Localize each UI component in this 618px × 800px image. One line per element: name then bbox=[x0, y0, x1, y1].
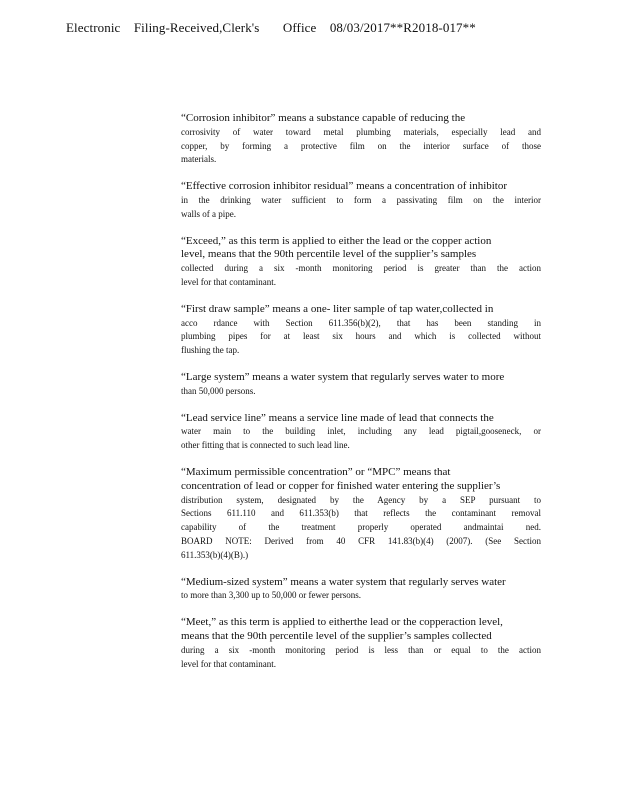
text-line: flushing the tap. bbox=[181, 345, 240, 356]
text-line: plumbing pipes for at least six hours and which is collected without bbox=[181, 331, 541, 342]
text-line: concentration of lead or copper for finished water entering the supplier’s bbox=[181, 479, 501, 492]
text-line: materials. bbox=[181, 154, 217, 165]
text-line: “Large system” means a water system that regularly serves water to more bbox=[181, 370, 505, 383]
definition-paragraph bbox=[181, 466, 541, 563]
text-line: water main to the building inlet, including any lead pigtail,gooseneck, or bbox=[181, 426, 541, 437]
text-line: level for that contaminant. bbox=[181, 276, 276, 287]
definition-paragraph bbox=[181, 412, 541, 453]
text-line: collected during a six -month monitoring period is greater than the action bbox=[181, 263, 541, 274]
text-line: 611.353(b)(4)(B).) bbox=[181, 549, 249, 560]
text-line: level, means that the 90th percentile level of the supplier’s samples bbox=[181, 248, 477, 261]
definition-paragraph bbox=[181, 235, 541, 290]
filing-header: Electronic Filing-Received,Clerk's Office 08/03/2017**R2018-017** bbox=[66, 20, 476, 35]
definition-paragraph bbox=[181, 371, 541, 399]
text-line: “Lead service line” means a service line made of lead that connects the bbox=[181, 411, 494, 424]
text-line: “Effective corrosion inhibitor residual” means a concentration of inhibitor bbox=[181, 180, 508, 193]
text-line: “First draw sample” means a one- liter sample of tap water,collected in bbox=[181, 302, 494, 315]
text-line: in the drinking water sufficient to form a passivating film on the interior bbox=[181, 194, 541, 205]
text-line: other fitting that is connected to such lead line. bbox=[181, 440, 350, 451]
definition-paragraph bbox=[181, 303, 541, 358]
text-line: means that the 90th percentile level of the supplier’s samples collected bbox=[181, 629, 492, 642]
text-line: “Corrosion inhibitor” means a substance capable of reducing the bbox=[181, 112, 466, 124]
text-line: distribution system, designated by the Agency by a SEP pursuant to bbox=[181, 494, 541, 505]
text-line: acco rdance with Section 611.356(b)(2), that has been standing in bbox=[181, 317, 541, 328]
text-line: “Maximum permissible concentration” or “MPC” means that bbox=[181, 465, 451, 478]
text-line: “Medium-sized system” means a water system that regularly serves water bbox=[181, 575, 506, 588]
text-line: Sections 611.110 and 611.353(b) that reflects the contaminant removal bbox=[181, 508, 541, 519]
text-line: “Meet,” as this term is applied to eitherthe lead or the copperaction level, bbox=[181, 616, 503, 629]
definition-paragraph bbox=[181, 112, 541, 167]
text-line: than 50,000 persons. bbox=[181, 385, 256, 396]
definition-paragraph bbox=[181, 616, 541, 671]
text-line: level for that contaminant. bbox=[181, 658, 276, 669]
text-line: corrosivity of water toward metal plumbing materials, especially lead and bbox=[181, 126, 541, 137]
text-line: copper, by forming a protective film on the interior surface of those bbox=[181, 140, 541, 151]
definitions-body bbox=[181, 112, 541, 684]
text-line: “Exceed,” as this term is applied to either the lead or the copper action bbox=[181, 234, 492, 247]
text-line: walls of a pipe. bbox=[181, 208, 236, 219]
text-line: BOARD NOTE: Derived from 40 CFR 141.83(b)(4) (2007). (See Section bbox=[181, 535, 541, 546]
text-line: to more than 3,300 up to 50,000 or fewer persons. bbox=[181, 590, 361, 601]
definition-paragraph bbox=[181, 576, 541, 604]
definition-paragraph bbox=[181, 180, 541, 221]
text-line: capability of the treatment properly operated andmaintai ned. bbox=[181, 522, 541, 533]
text-line: during a six -month monitoring period is less than or equal to the action bbox=[181, 644, 541, 655]
